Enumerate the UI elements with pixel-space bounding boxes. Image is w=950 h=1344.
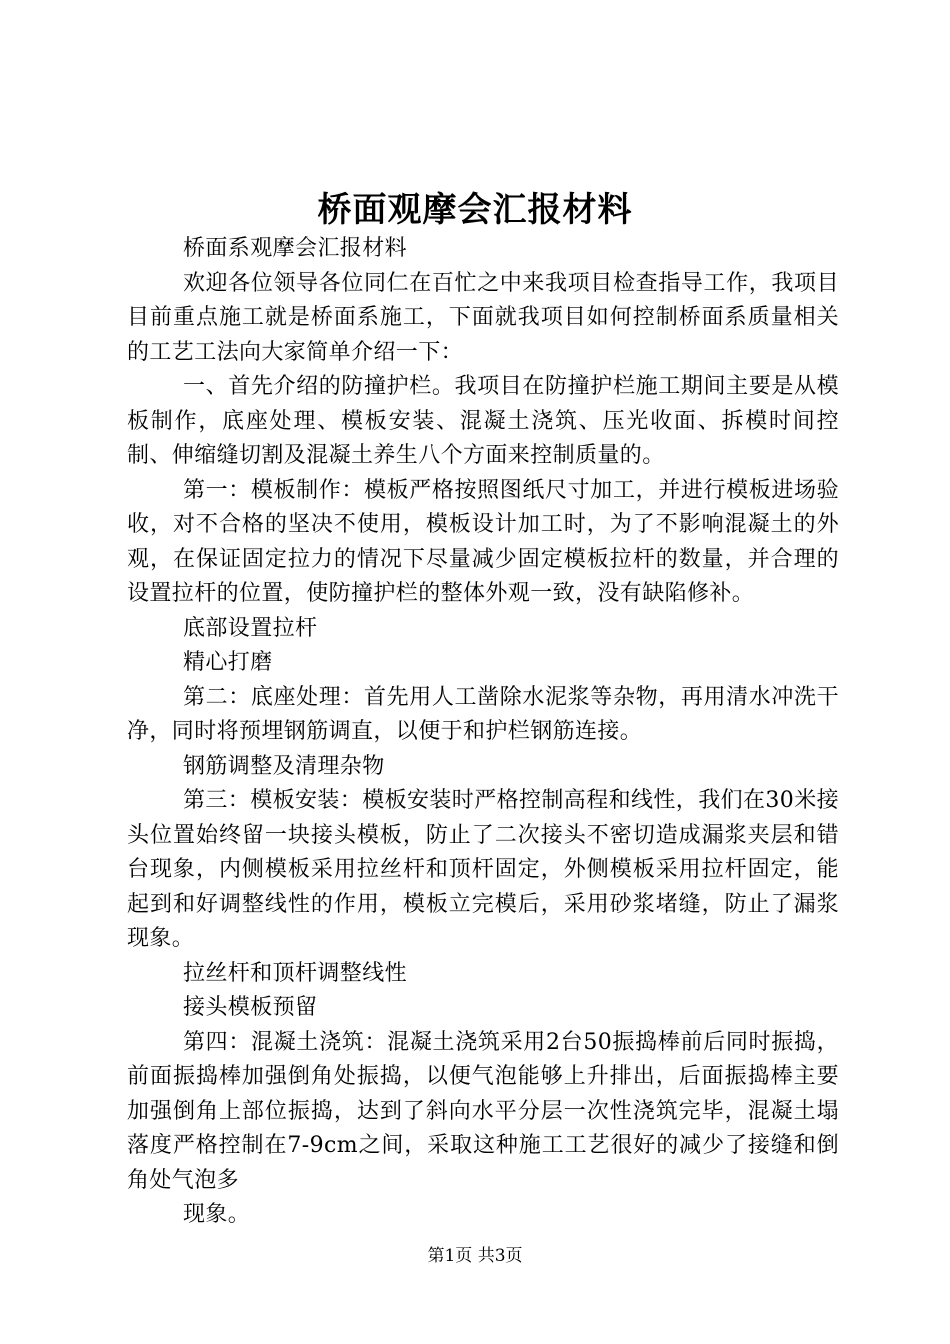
- paragraph-formwork-fabrication: 第一：模板制作：模板严格按照图纸尺寸加工，并进行模板进场验收，对不合格的坚决不使用，模板设计加工时，为了不影响混凝土的外观，在保证固定拉力的情况下尽量减少固定模板拉杆的数量，并合理的设置拉杆的位置，使防撞护栏的整体外观一致，没有缺陷修补。: [127, 477, 839, 606]
- page-footer: 第1页 共3页: [427, 1246, 523, 1266]
- paragraph-base-treatment: 第二：底座处理：首先用人工凿除水泥浆等杂物，再用清水冲洗干净，同时将预埋钢筋调直，以便于和护栏钢筋连接。: [127, 684, 839, 744]
- caption-rebar-adjustment: 钢筋调整及清理杂物: [183, 753, 385, 779]
- paragraph-welcome: 欢迎各位领导各位同仁在百忙之中来我项目检查指导工作，我项目目前重点施工就是桥面系施工，下面就我项目如何控制桥面系质量相关的工艺工法向大家简单介绍一下：: [127, 270, 839, 365]
- caption-careful-grinding: 精心打磨: [183, 650, 273, 675]
- paragraph-continuation: 现象。: [183, 1202, 251, 1227]
- caption-joint-formwork: 接头模板预留: [183, 995, 318, 1020]
- paragraph-subtitle: 桥面系观摩会汇报材料: [183, 236, 408, 261]
- caption-tie-rod-alignment: 拉丝杆和顶杆调整线性: [183, 960, 408, 986]
- paragraph-formwork-installation: 第三：模板安装：模板安装时严格控制高程和线性，我们在30米接头位置始终留一块接头模板，防止了二次接头不密切造成漏浆夹层和错台现象，内侧模板采用拉丝杆和顶杆固定，外侧模板采用拉杆固定，能起到和好调整线性的作用，模板立完模后，采用砂浆堵缝，防止了漏浆现象。: [127, 788, 839, 951]
- document-body: [127, 232, 839, 1233]
- paragraph-guardrail-intro: 一、首先介绍的防撞护栏。我项目在防撞护栏施工期间主要是从模板制作，底座处理、模板安装、混凝土浇筑、压光收面、拆模时间控制、伸缩缝切割及混凝土养生八个方面来控制质量的。: [127, 374, 839, 468]
- paragraph-concrete-pouring: 第四：混凝土浇筑：混凝土浇筑采用2台50振捣棒前后同时振捣，前面振捣棒加强倒角处振捣，以便气泡能够上升排出，后面振捣棒主要加强倒角上部位振捣，达到了斜向水平分层一次性浇筑完毕，混凝土塌落度严格控制在7-9cm之间，采取这种施工工艺很好的减少了接缝和倒角处气泡多: [127, 1029, 839, 1193]
- caption-bottom-tie-rod: 底部设置拉杆: [183, 615, 318, 641]
- document-title: 桥面观摩会汇报材料: [317, 190, 633, 230]
